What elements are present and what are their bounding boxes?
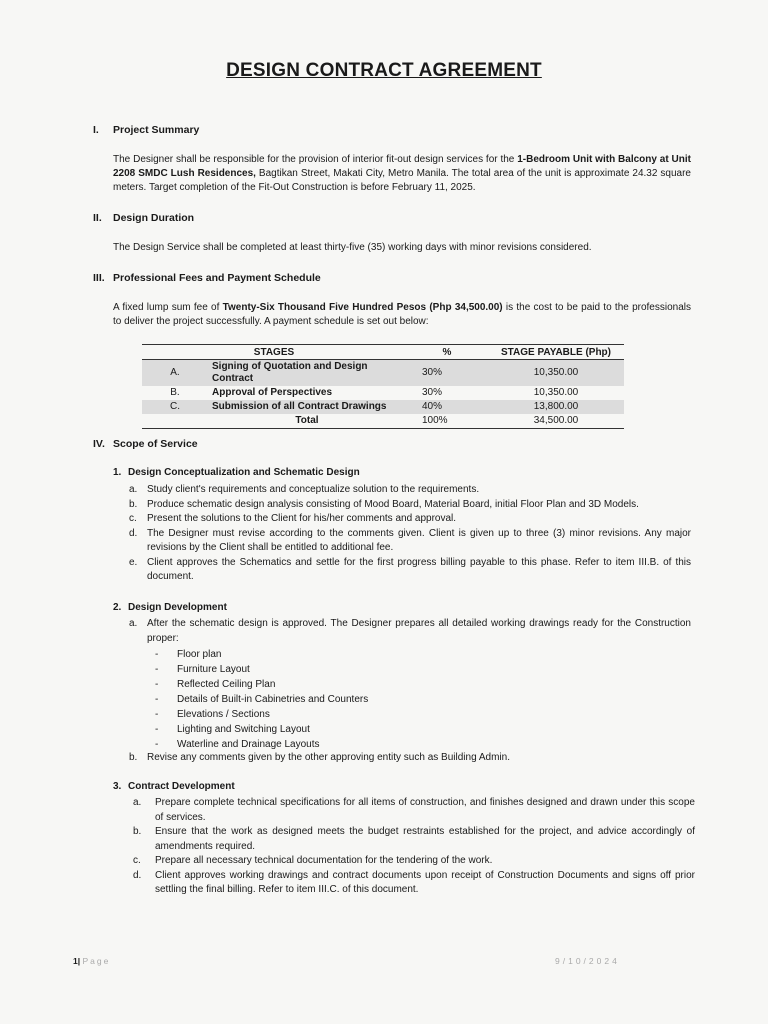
total-amount: 34,500.00 [488, 414, 624, 429]
percent-header: % [406, 345, 488, 360]
section-heading-project-summary: I. Project Summary [93, 124, 200, 136]
stages-header: STAGES [142, 345, 406, 360]
list-item: - Details of Built-in Cabinetries and Counters [155, 694, 369, 705]
list-item: - Reflected Ceiling Plan [155, 679, 276, 690]
list-item: d. Client approves working drawings and contract documents upon receipt of Construction Documents and signs off prior settling the final billing. Refer to item III.C. of this document. [133, 869, 695, 895]
list-item: - Furniture Layout [155, 664, 250, 675]
design-development-list-b [129, 751, 691, 766]
scope-heading-design-development: 2. Design Development [113, 602, 227, 613]
scope-heading-contract-development: 3. Contract Development [113, 781, 235, 792]
document-title: DESIGN CONTRACT AGREEMENT [226, 60, 542, 81]
list-item: a. Prepare complete technical specifications for all items of construction, and finishes designed and drawn under this scope of services. [133, 797, 695, 823]
page-number-footer: 1| Page [73, 956, 111, 966]
list-item: d. The Designer must revise according to the comments given. Client is given up to three (3) minor revisions. Any major revisions by the Client shall be entitled to additional fee. [129, 527, 691, 553]
row-amount: 10,350.00 [488, 360, 624, 387]
project-summary-paragraph: The Designer shall be responsible for the provision of interior fit-out design services for the 1-Bedroom Unit with Balcony at Unit 2208 SMDC Lush Residences, Bagtikan Street, Makati City, Metro Manila. The total area of the unit is approximate 24.32 square meters. Target completion of the Fit-Out Construction is before February 11, 2025. [113, 154, 691, 193]
row-stage: Signing of Quotation and Design Contract [208, 360, 406, 387]
footer-date: 9/10/2024 [555, 956, 620, 966]
stage-payable-header: STAGE PAYABLE (Php) [488, 345, 624, 360]
row-stage: Submission of all Contract Drawings [208, 400, 406, 414]
list-item: c. Present the solutions to the Client for his/her comments and approval. [129, 513, 457, 524]
row-letter: C. [142, 400, 208, 414]
total-percent: 100% [406, 414, 488, 429]
total-label: Total [208, 414, 406, 429]
list-item: - Waterline and Drainage Layouts [155, 739, 320, 750]
row-letter: B. [170, 387, 180, 398]
design-conceptualization-list [129, 483, 691, 585]
payment-schedule-table [142, 344, 624, 429]
section-heading-scope-of-service: IV. Scope of Service [93, 438, 198, 450]
scope-heading-design-conceptualization: 1. Design Conceptualization and Schematic Design [113, 467, 360, 478]
section-heading-professional-fees: III. Professional Fees and Payment Schedule [93, 272, 321, 284]
list-item: a. Study client's requirements and conceptualize solution to the requirements. [129, 484, 480, 495]
table-row [142, 360, 624, 387]
contract-development-list [133, 796, 695, 898]
table-row [142, 400, 624, 414]
list-item: c. Prepare all necessary technical documentation for the tendering of the work. [133, 855, 493, 866]
table-total-row [142, 414, 624, 429]
row-amount: 10,350.00 [533, 387, 579, 398]
professional-fees-paragraph: A fixed lump sum fee of Twenty-Six Thousand Five Hundred Pesos (Php 34,500.00) is the cost to be paid to the professionals to deliver the project successfully. A payment schedule is set out below: [113, 302, 691, 327]
row-amount: 13,800.00 [488, 400, 624, 414]
row-percent: 40% [406, 400, 488, 414]
row-percent: 30% [406, 360, 488, 387]
working-drawings-list [155, 647, 368, 752]
table-header-row [142, 345, 624, 360]
list-item: - Elevations / Sections [155, 709, 270, 720]
table-row [142, 386, 624, 400]
design-development-list-a [129, 617, 691, 646]
list-item: e. Client approves the Schematics and settle for the first progress billing payable to this phase. Refer to item III.B. of this document. [129, 556, 691, 582]
row-stage: Approval of Perspectives [212, 387, 333, 398]
row-letter: A. [142, 360, 208, 387]
list-item: a. After the schematic design is approved. The Designer prepares all detailed working drawings ready for the Construction proper: [129, 618, 691, 644]
list-item: b. Revise any comments given by the other approving entity such as Building Admin. [129, 752, 510, 763]
section-heading-design-duration: II. Design Duration [93, 212, 195, 224]
list-item: b. Ensure that the work as designed meets the budget restraints established for the project, and advice accordingly of amendments required. [133, 826, 695, 852]
row-percent: 30% [422, 387, 443, 398]
design-duration-paragraph: The Design Service shall be completed at least thirty-five (35) working days with minor revisions considered. [113, 242, 592, 253]
list-item: - Lighting and Switching Layout [155, 724, 310, 735]
list-item: b. Produce schematic design analysis consisting of Mood Board, Material Board, initial Floor Plan and 3D Models. [129, 498, 639, 510]
list-item: - Floor plan [155, 649, 222, 660]
